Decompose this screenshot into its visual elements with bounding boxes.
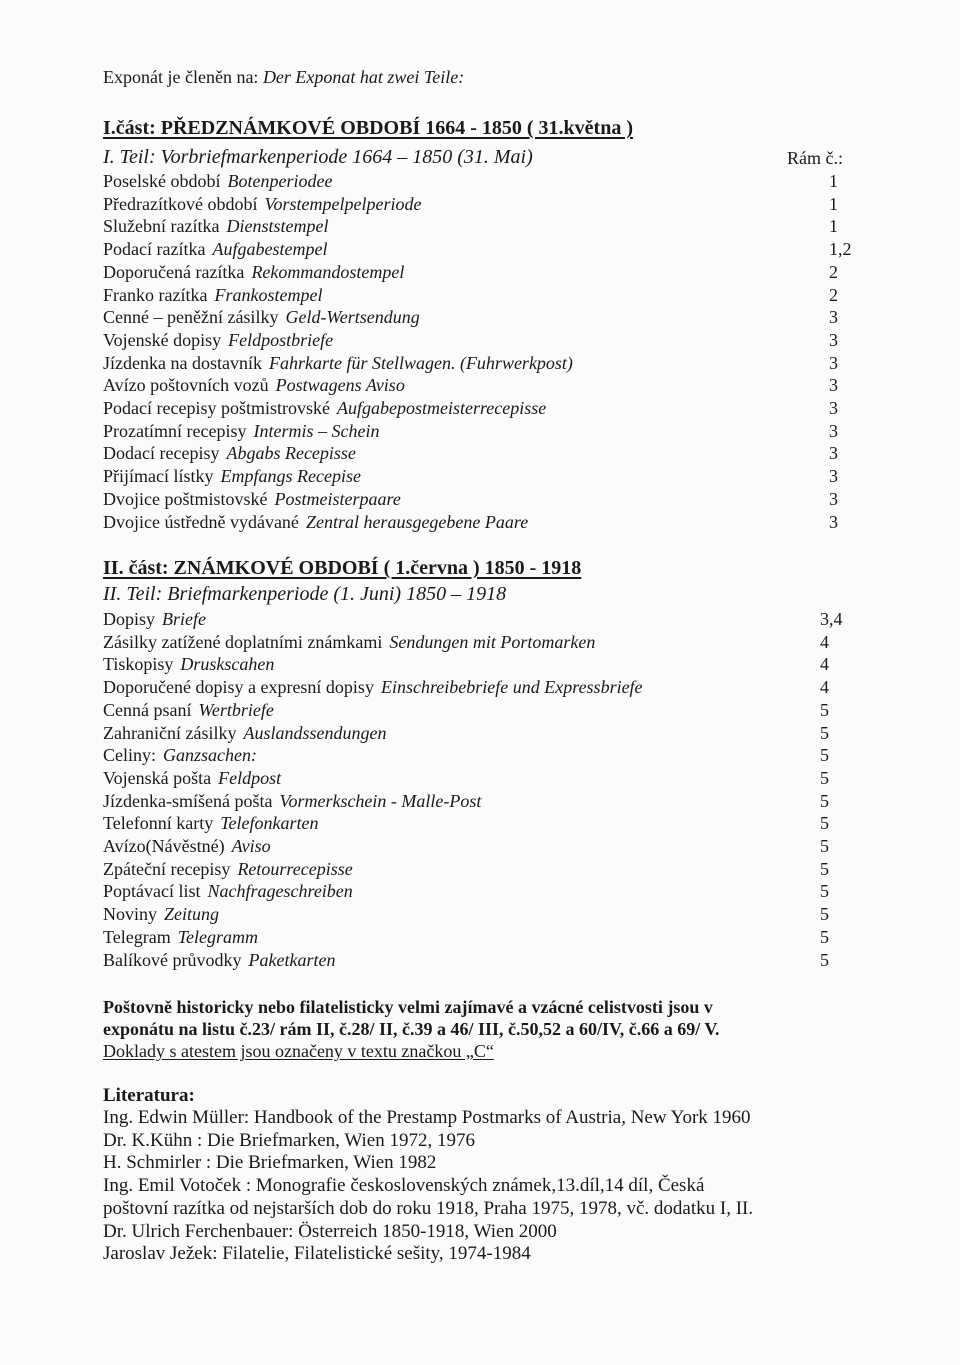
item-de: Briefe xyxy=(162,609,206,629)
item-de: Paketkarten xyxy=(248,949,336,970)
list-item xyxy=(103,442,356,464)
list-item xyxy=(103,170,332,192)
frame-number: 3 xyxy=(829,511,838,532)
item-de: Empfangs Recepise xyxy=(220,466,361,487)
list-item xyxy=(103,631,595,653)
item-de: Ganzsachen: xyxy=(163,745,257,766)
item-de: Nachfrageschreiben xyxy=(207,881,353,902)
frame-number: 5 xyxy=(820,858,829,879)
list-item xyxy=(103,722,386,744)
literature-item: Dr. K.Kühn : Die Briefmarken, Wien 1972, 1976 xyxy=(103,1129,475,1151)
item-cz: Celiny: xyxy=(103,745,156,766)
frame-number-label: Rám č.: xyxy=(787,148,843,168)
frame-number: 3 xyxy=(829,398,838,418)
list-item xyxy=(103,488,401,510)
frame-number: 2 xyxy=(829,261,838,282)
list-item xyxy=(103,835,271,857)
list-item xyxy=(103,215,328,237)
item-de: Sendungen mit Portomarken xyxy=(389,631,596,652)
item-de: Abgabs Recepisse xyxy=(226,443,356,464)
item-de: Feldpostbriefe xyxy=(228,329,334,350)
item-de: Frankostempel xyxy=(214,284,323,305)
intro-de: Der Exponat hat zwei Teile: xyxy=(262,67,465,87)
frame-number: 5 xyxy=(820,722,829,743)
item-de: Vormerkschein - Malle-Post xyxy=(279,790,482,811)
intro-line xyxy=(103,66,464,88)
item-cz: Cenné – peněžní zásilky xyxy=(103,307,279,328)
item-cz: Předrazítkové období xyxy=(103,193,258,214)
frame-number: 3,4 xyxy=(820,609,843,629)
frame-number: 2 xyxy=(829,284,838,305)
part1-heading: I.část: PŘEDZNÁMKOVÉ OBDOBÍ 1664 - 1850 ( 31.května ) xyxy=(103,117,633,139)
literature-item: Ing. Emil Votoček : Monografie československých známek,13.díl,14 díl, Česká xyxy=(103,1175,705,1197)
list-item xyxy=(103,812,319,834)
list-item xyxy=(103,903,219,925)
item-de: Fahrkarte für Stellwagen. (Fuhrwerkpost) xyxy=(268,352,573,373)
frame-number: 3 xyxy=(829,307,838,328)
frame-number: 5 xyxy=(820,881,829,902)
list-item xyxy=(103,949,335,971)
item-cz: Jízdenka-smíšená pošta xyxy=(103,790,273,811)
item-cz: Podací recepisy poštmistrovské xyxy=(103,398,330,418)
list-item xyxy=(103,790,481,812)
item-cz: Telegram xyxy=(103,926,171,947)
frame-number: 5 xyxy=(820,790,829,811)
item-cz: Avízo(Návěstné) xyxy=(103,836,225,856)
item-cz: Jízdenka na dostavník xyxy=(103,352,262,373)
item-cz: Dvojice ústředně vydávané xyxy=(103,511,299,532)
item-de: Postmeisterpaare xyxy=(274,488,401,509)
item-cz: Avízo poštovních vozů xyxy=(103,375,269,396)
literature-item: Ing. Edwin Müller: Handbook of the Prestamp Postmarks of Austria, New York 1960 xyxy=(103,1107,751,1128)
item-cz: Zpáteční recepisy xyxy=(103,858,231,879)
item-cz: Poselské období xyxy=(103,171,221,191)
frame-number: 5 xyxy=(820,926,829,947)
list-item xyxy=(103,511,528,533)
part1-subheading: I. Teil: Vorbriefmarkenperiode 1664 – 1850 (31. Mai) xyxy=(103,146,533,168)
frame-number: 4 xyxy=(820,654,829,675)
item-de: Postwagens Aviso xyxy=(275,375,405,396)
literature-heading: Literatura: xyxy=(103,1085,195,1106)
list-item xyxy=(103,676,643,698)
list-item xyxy=(103,744,257,766)
item-de: Feldpost xyxy=(218,767,282,788)
frame-number: 3 xyxy=(829,466,838,487)
list-item xyxy=(103,374,405,396)
item-cz: Vojenská pošta xyxy=(103,767,212,788)
item-cz: Franko razítka xyxy=(103,284,208,305)
frame-number: 1,2 xyxy=(829,239,852,260)
frame-number: 5 xyxy=(820,745,829,766)
item-de: Telegramm xyxy=(177,926,259,947)
literature-item: poštovní razítka od nejstarších dob do roku 1918, Praha 1975, 1978, vč. dodatku I, II. xyxy=(103,1197,754,1219)
item-de: Wertbriefe xyxy=(198,699,274,720)
list-item xyxy=(103,193,421,215)
frame-number: 5 xyxy=(820,949,829,970)
item-de: Einschreibebriefe und Expressbriefe xyxy=(380,677,643,698)
item-de: Rekommandostempel xyxy=(251,261,405,282)
frame-number: 3 xyxy=(829,329,838,350)
frame-number: 5 xyxy=(820,813,829,834)
item-de: Vorstempelpelperiode xyxy=(264,193,422,214)
frame-number: 4 xyxy=(820,677,829,698)
item-cz: Tiskopisy xyxy=(103,654,174,675)
list-item xyxy=(103,397,546,419)
list-item xyxy=(103,238,327,260)
note-line-3: Doklady s atestem jsou označeny v textu značkou „C“ xyxy=(103,1041,494,1061)
literature-item: Jaroslav Ježek: Filatelie, Filatelistické sešity, 1974-1984 xyxy=(103,1243,531,1265)
item-cz: Přijímací lístky xyxy=(103,466,214,487)
list-item xyxy=(103,926,258,948)
frame-number: 4 xyxy=(820,631,829,652)
list-item xyxy=(103,699,274,721)
frame-number: 3 xyxy=(829,375,838,396)
item-cz: Dvojice poštmistovské xyxy=(103,488,268,509)
list-item xyxy=(103,284,322,306)
list-item xyxy=(103,858,353,880)
item-cz: Podací razítka xyxy=(103,239,206,260)
item-de: Aufgabestempel xyxy=(212,239,328,260)
intro-cz: Exponát je členěn na: xyxy=(103,67,259,87)
item-cz: Vojenské dopisy xyxy=(103,329,222,350)
item-de: Zentral herausgegebene Paare xyxy=(305,511,529,532)
item-de: Aviso xyxy=(231,836,271,856)
literature-item: H. Schmirler : Die Briefmarken, Wien 1982 xyxy=(103,1152,437,1174)
item-de: Auslandssendungen xyxy=(243,722,387,743)
note-line-2: exponátu na listu č.23/ rám II, č.28/ II, č.39 a 46/ III, č.50,52 a 60/IV, č.66 a 69/ V. xyxy=(103,1019,720,1039)
frame-number: 1 xyxy=(829,193,838,214)
list-item xyxy=(103,306,420,328)
part2-subheading: II. Teil: Briefmarkenperiode (1. Juni) 1850 – 1918 xyxy=(103,583,507,605)
frame-number: 3 xyxy=(829,488,838,509)
list-item xyxy=(103,608,206,630)
frame-number: 5 xyxy=(820,767,829,788)
part2-heading: II. část: ZNÁMKOVÉ OBDOBÍ ( 1.června ) 1850 - 1918 xyxy=(103,557,582,579)
item-cz: Dodací recepisy xyxy=(103,443,220,464)
item-cz: Doporučené dopisy a expresní dopisy xyxy=(103,677,374,698)
frame-number: 5 xyxy=(820,904,829,925)
item-cz: Dopisy xyxy=(103,609,156,629)
item-de: Zeitung xyxy=(164,904,220,925)
item-cz: Poptávací list xyxy=(103,881,201,902)
item-cz: Služební razítka xyxy=(103,216,220,237)
item-de: Geld-Wertsendung xyxy=(285,307,420,328)
list-item xyxy=(103,261,404,283)
item-de: Telefonkarten xyxy=(220,813,319,834)
frame-number: 3 xyxy=(829,443,838,464)
frame-number: 1 xyxy=(829,171,838,191)
list-item xyxy=(103,767,281,789)
frame-number: 5 xyxy=(820,836,829,856)
list-item xyxy=(103,465,361,487)
frame-number: 1 xyxy=(829,216,838,237)
item-cz: Telefonní karty xyxy=(103,813,214,834)
item-cz: Cenná psaní xyxy=(103,699,192,720)
item-de: Aufgabepostmeisterrecepisse xyxy=(336,398,547,418)
item-de: Intermis – Schein xyxy=(253,420,380,441)
list-item xyxy=(103,329,333,351)
note-line-1: Poštovně historicky nebo filatelisticky velmi zajímavé a vzácné celistvosti jsou v xyxy=(103,997,713,1017)
item-cz: Zásilky zatížené doplatními známkami xyxy=(103,631,383,652)
item-de: Botenperiodee xyxy=(227,171,333,191)
item-de: Retourrecepisse xyxy=(237,858,353,879)
item-cz: Balíkové průvodky xyxy=(103,949,242,970)
item-de: Dienststempel xyxy=(226,216,329,237)
item-cz: Prozatímní recepisy xyxy=(103,420,247,441)
list-item xyxy=(103,653,274,675)
frame-number: 3 xyxy=(829,420,838,441)
frame-number: 5 xyxy=(820,699,829,720)
list-item xyxy=(103,880,353,902)
literature-item: Dr. Ulrich Ferchenbauer: Österreich 1850-1918, Wien 2000 xyxy=(103,1220,557,1242)
list-item xyxy=(103,420,379,442)
item-de: Druskscahen xyxy=(180,654,275,675)
list-item xyxy=(103,352,573,374)
item-cz: Doporučená razítka xyxy=(103,261,245,282)
item-cz: Zahraniční zásilky xyxy=(103,722,237,743)
frame-number: 3 xyxy=(829,352,838,373)
item-cz: Noviny xyxy=(103,904,157,925)
